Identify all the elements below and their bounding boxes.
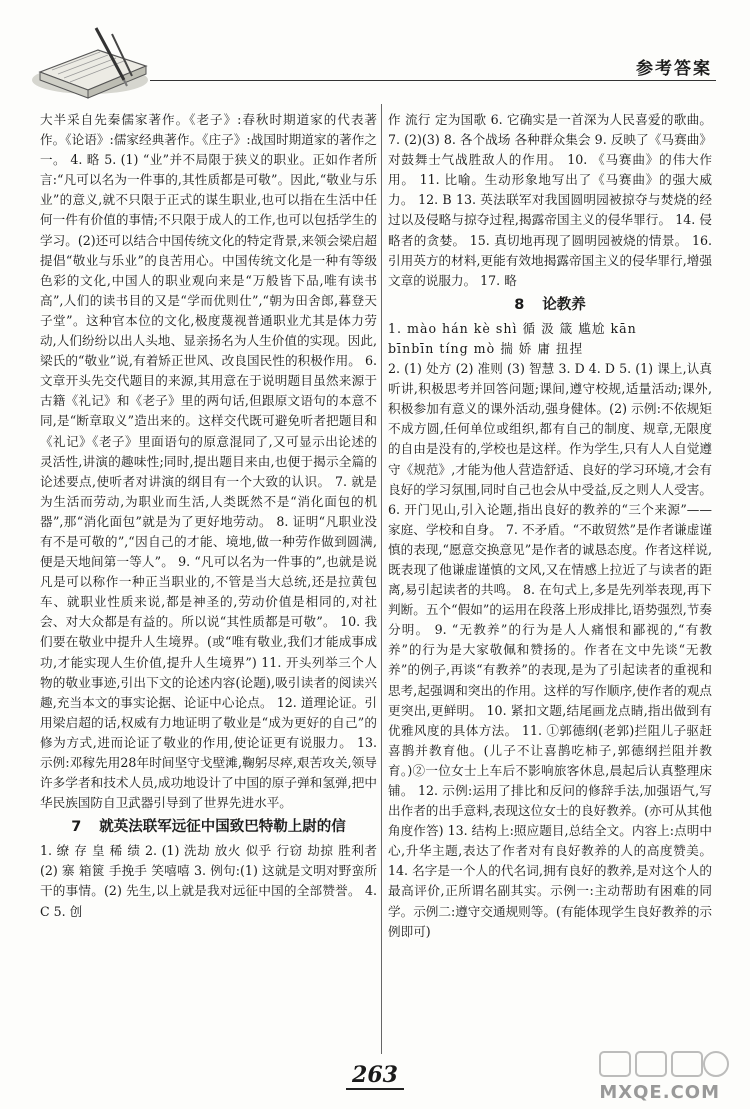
answer-text-block: 作 流行 定为国歌 6. 它确实是一首深为人民喜爱的歌曲。 7. (2)(3) 8. 各个战场 各种群众集会 9. 反映了《马赛曲》对鼓舞士气战胜敌人的作用。 10. 《马赛曲》的伟大作用。 11. 比喻。生动形象地写出了《马赛曲》的强大威力。 12. B 13. 英法联军对我国圆明园被掠夺与焚烧的经过以及侵略与掠夺过程,揭露帝国主义的侵华罪行。 14. 侵略者的贪婪。 15. 真切地再现了圆明园被烧的情景。 16. 引用英方的材料,更能有效地揭露帝国主义的侵华罪行,增强文章的说服力。 17. 略 xyxy=(388,112,712,288)
answer-text-block: 1. 缭 存 皇 稀 绩 2. (1) 洗劫 放火 似乎 行窃 劫掠 胜利者 (2) 寨 箱篋 手挽手 笑嘻嘻 3. 例句:(1) 这就是文明对野蛮所干的事情。(2) 先生,以上就是我对远征中国的全部赞誉。 4. C 5. 创 xyxy=(40,843,377,919)
pinyin-line: bīnbīn tíng mò 揣 娇 庸 扭捏 xyxy=(388,340,584,356)
watermark-text: MXQE.COM xyxy=(599,1082,720,1103)
section-title: 论教养 xyxy=(542,296,586,313)
page-header xyxy=(0,0,750,100)
column-divider xyxy=(381,104,382,1054)
books-logo-icon xyxy=(28,20,158,102)
section-title: 就英法联军远征中国致巴特勒上尉的信 xyxy=(99,819,346,836)
right-column xyxy=(388,110,712,1050)
page-number-text: 263 xyxy=(346,1062,404,1090)
header-rule xyxy=(150,80,716,81)
header-title: 参考答案 xyxy=(636,59,712,79)
section-number: 7 xyxy=(71,819,82,836)
pinyin-line: 1. mào hán kè shì 循 汲 箴 尴尬 kān xyxy=(388,320,637,336)
section-number: 8 xyxy=(514,296,525,313)
section-heading xyxy=(388,293,712,317)
section-heading xyxy=(40,815,377,839)
left-column xyxy=(40,110,377,1050)
answer-text-block: 2. (1) 处方 (2) 准则 (3) 智慧 3. D 4. D 5. (1) 课上,认真听讲,积极思考并回答问题;课间,遵守校规,适量活动;课外,积极参加有意义的课外活动,强身健体。(2) 示例:不依规矩不成方圆,任何单位或组织,都有自己的制度、规章,无限度的自由是没有的,学校也是这样。作为学生,只有人人自觉遵守《规范》,才能为他人营造舒适、良好的学习环境,才会有良好的学习氛围,同时自己也会从中受益,反之则人人受害。 6. 开门见山,引入论题,指出良好的教养的“三个来源”——家庭、学校和自身。 7. 不矛盾。“不敢贸然”是作者谦虚谨慎的表现,“愿意交换意见”是作者的诚恳态度。作者这样说,既表现了他谦虚谨慎的文风,又在情感上拉近了与读者的距离,易引起读者的共鸣。 8. 在句式上,多是先列举表现,再下判断。五个“假如”的运用在段落上形成排比,语势强烈,节奏分明。 9. “无教养”的行为是人人痛恨和鄙视的,“有教养”的行为是大家敬佩和赞扬的。作者在文中先谈“无教养”的例子,再谈“有教养”的表现,是为了引起读者的重视和思考,起强调和突出的作用。这样的写作顺序,使作者的观点更突出,更鲜明。 10. 紧扣文题,结尾画龙点睛,指出做到有优雅风度的具体方法。 11. ①郭德纲(老郭)拦阻儿子驱赶喜鹊并教育他。(儿子不让喜鹊吃柿子,郭德纲拦阻并教育。)②一位女士上车后不影响旅客休息,晨起后认真整理床铺。 12. 示例:运用了排比和反问的修辞手法,加强语气,写出作者的出手意料,表现这位女士的良好教养。(亦可从其他角度作答) 13. 结构上:照应题目,总结全文。内容上:点明中心,升华主题,表达了作者对有良好教养的人的高度赞美。 14. 名字是一个人的代名词,拥有良好的教养,是对这个人的最高评价,正所谓名副其实。示例一:主动帮助有困难的同学。示例二:遵守交通规则等。(有能体现学生良好教养的示例即可) xyxy=(388,361,712,939)
answer-text-block: 大半采自先秦儒家著作。《老子》:春秋时期道家的代表著作。《论语》:儒家经典著作。《庄子》:战国时期道家的著作之一。 4. 略 5. (1) “业”并不局限于狭义的职业。正如作者所言:“凡可以名为一件事的,其性质都是可敬”。因此,“敬业与乐业”的意义,就不只限于正式的谋生职业,也可以指在生活中任何一件有价值的事情;不只限于成人的工作,也可以包括学生的学习。(2)还可以结合中国传统文化的特定背景,来领会梁启超提倡“敬业与乐业”的良苦用心。中国传统文化是一种有等级色彩的文化,中国人的职业观向来是“万般皆下品,唯有读书高”,人们的读书目的又是“学而优则仕”,“朝为田舍郎,暮登天子堂”。这种官本位的文化,极度蔑视普通职业尤其是体力劳动,人们纷纷以出人头地、显亲扬名为人生价值的实现。因此,梁氏的“敬业”说,有着矫正世风、改良国民性的积极作用。 6. 文章开头先交代题目的来源,其用意在于说明题目虽然来源于古籍《礼记》和《老子》里的两句话,但跟原文语句的本意不同,是“断章取义”造出来的。这样交代既可避免听者把题目和《礼记》《老子》里面语句的原意混同了,又可显示出论述的灵活性,讲演的趣味性;同时,提出题目来由,也便于揭示全篇的论述要点,使听者对讲演的纲目有一个大致的认识。 7. 就是为生活而劳动,为职业而生活,人类既然不是“消化面包的机器”,那“消化面包”就是为了更好地劳动。 8. 证明“凡职业没有不是可敬的”,“因自己的才能、境地,做一种劳作做到圆满,便是天地间第一等人”。 9. “凡可以名为一件事的”,也就是说凡是可以称作一种正当职业的,不管是当大总统,还是拉黄包车、就职业性质来说,都是神圣的,劳动价值是相同的,对社会、对大众都是有益的。所以说“其性质都是可敬”。 10. 我们要在敬业中提升人生境界。(或“唯有敬业,我们才能成事成功,才能实现人生价值,提升人生境界”) 11. 开头列举三个人物的敬业事迹,引出下文的论述内容(论题),吸引读者的阅读兴趣,充当本文的事实论据、论证中心论点。 12. 道理论证。引用梁启超的话,权威有力地证明了敬业是“成为更好的自己”的修为方式,进而论证了敬业的作用,使论证更有说服力。 13. 示例:邓稼先用28年时间坚守戈壁滩,鞠躬尽瘁,艰苦攻关,领导许多学者和技术人员,成功地设计了中国的原子弹和氢弹,把中华民族国防自卫武器引导到了世界先进水平。 xyxy=(40,112,377,811)
